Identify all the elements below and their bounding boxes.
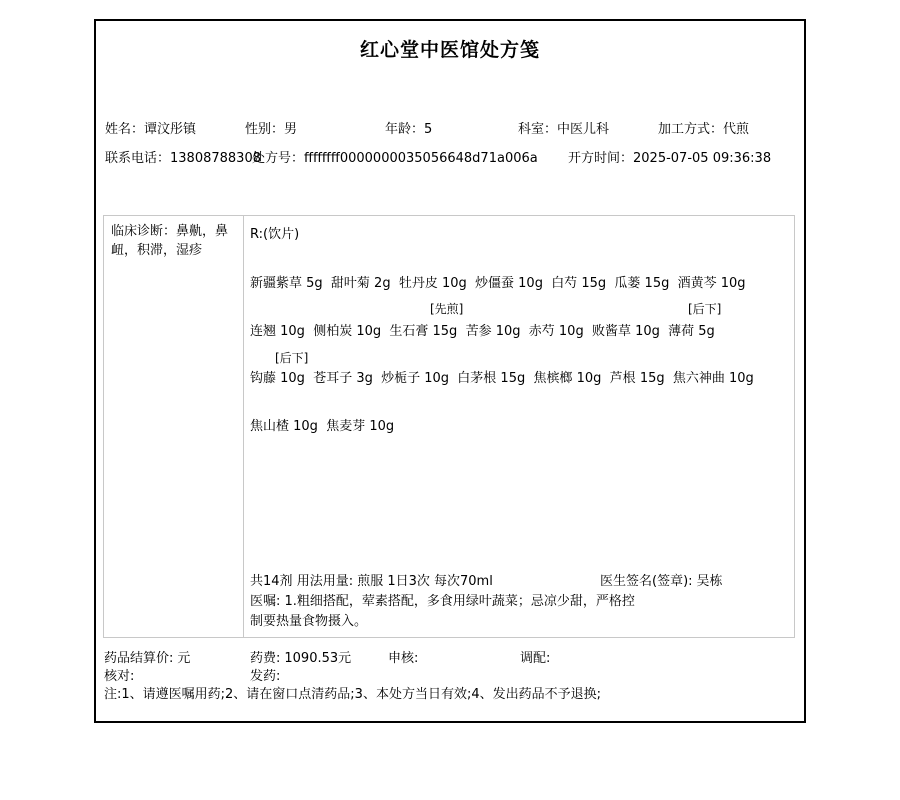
prescription-number-label: 处方号： [252, 151, 305, 166]
prescription-time-value: 2025-07-05 09:36:38 [633, 151, 772, 166]
prescription-time-label: 开方时间： [568, 151, 634, 166]
dispense-label: 发药: [250, 669, 281, 684]
prescription-number-value: ffffffff0000000035056648d71a006a [304, 151, 538, 166]
patient-gender-label: 性别： [245, 122, 285, 137]
doctor-signature-field [600, 574, 723, 589]
prepare-label: 调配: [520, 651, 551, 666]
check-label: 核对: [104, 669, 135, 684]
patient-age-label: 年龄： [385, 122, 425, 137]
decoction-annotation-xianjian: [先煎] [430, 302, 464, 316]
settlement-price-label: 药品结算价: [104, 651, 174, 666]
phone-value: 13808788308 [170, 151, 261, 166]
check-field [104, 669, 138, 684]
dose-count: 共14剂 [250, 574, 293, 589]
decoction-annotation-houxia-2: [后下] [275, 351, 309, 365]
usage-instructions: 用法用量: 煎服 1日3次 每次70ml [296, 574, 493, 589]
medicine-fee-value: 1090.53元 [284, 651, 352, 666]
review-label: 申核: [388, 651, 419, 666]
prescription-time-field [568, 151, 771, 166]
department-value: 中医儿科 [557, 122, 610, 137]
patient-name-field [105, 122, 196, 137]
clinical-diagnosis [111, 222, 237, 260]
patient-gender-value: 男 [284, 122, 298, 137]
decoction-annotation-houxia-1: [后下] [688, 302, 722, 316]
footer-note: 注:1、请遵医嘱用药;2、请在窗口点清药品;3、本处方当日有效;4、发出药品不予退换; [104, 687, 601, 702]
herb-line-2: 连翘 10g 侧柏炭 10g 生石膏 15g 苦参 10g 赤芍 10g 败酱草 10g 薄荷 5g [250, 324, 715, 339]
processing-method-value: 代煎 [723, 122, 750, 137]
phone-field [105, 151, 261, 166]
department-field [518, 122, 609, 137]
doctor-signature-label: 医生签名(签章): [600, 574, 693, 589]
prepare-field [520, 651, 554, 666]
diagnosis-label: 临床诊断： [111, 224, 177, 239]
clinic-title: 红心堂中医馆处方笺 [359, 39, 540, 61]
patient-name-label: 姓名： [105, 122, 145, 137]
doctor-signature-value: 吴栋 [696, 574, 723, 589]
patient-gender-field [245, 122, 297, 137]
medicine-fee-field [250, 651, 351, 666]
herb-line-3: 钩藤 10g 苍耳子 3g 炒栀子 10g 白茅根 15g 焦槟榔 10g 芦根 15g 焦六神曲 10g [250, 371, 754, 386]
medicine-fee-label: 药费: [250, 651, 281, 666]
herb-line-1: 新疆紫草 5g 甜叶菊 2g 牡丹皮 10g 炒僵蚕 10g 白芍 15g 瓜蒌 15g 酒黄芩 10g [250, 276, 746, 291]
department-label: 科室： [518, 122, 558, 137]
medical-advice: 医嘱: 1.粗细搭配，荤素搭配，多食用绿叶蔬菜；忌凉少甜，严格控制要热量食物摄入。 [250, 594, 635, 629]
processing-method-label: 加工方式： [658, 122, 724, 137]
review-field [388, 651, 422, 666]
patient-age-value: 5 [424, 122, 433, 137]
diagnosis-rx-divider [243, 215, 244, 638]
herb-line-4: 焦山楂 10g 焦麦芽 10g [250, 419, 395, 434]
settlement-price-field [104, 651, 190, 666]
processing-method-field [658, 122, 749, 137]
settlement-price-value: 元 [177, 651, 191, 666]
rx-header: R:(饮片) [250, 227, 300, 242]
phone-label: 联系电话： [105, 151, 171, 166]
diagnosis-value: 鼻鼽，鼻衄，积滞，湿疹 [111, 224, 229, 258]
dose-count-usage [250, 574, 493, 589]
dispense-field [250, 669, 284, 684]
prescription-number-field [252, 151, 538, 166]
patient-age-field [385, 122, 432, 137]
patient-name-value: 谭汶彤镇 [144, 122, 197, 137]
